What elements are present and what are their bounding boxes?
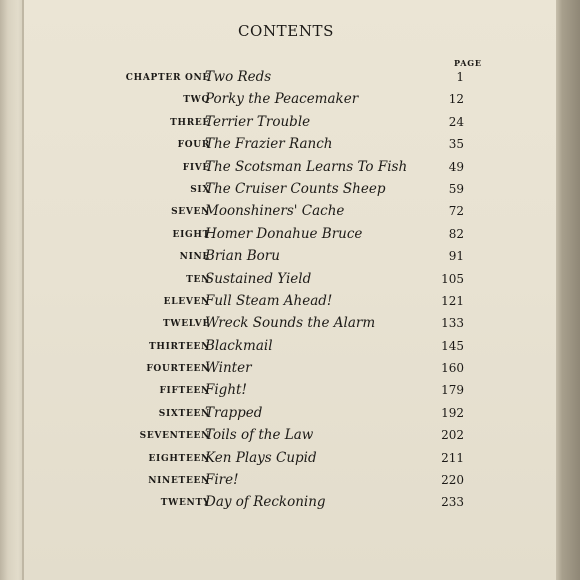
contents-row [24, 226, 564, 248]
contents-row [24, 315, 564, 337]
chapter-title: Fire! [205, 472, 239, 489]
chapter-number: THREE [170, 117, 210, 128]
contents-row [24, 69, 564, 91]
chapter-number: TWO [183, 95, 210, 106]
chapter-page-number: 91 [448, 249, 464, 264]
chapter-number: TEN [186, 274, 210, 285]
contents-row [24, 271, 564, 293]
chapter-page-number: 12 [448, 92, 464, 107]
contents-row [24, 181, 564, 203]
contents-row [24, 203, 564, 225]
chapter-title: The Scotsman Learns To Fish [205, 158, 408, 175]
chapter-title: Full Steam Ahead! [205, 292, 333, 309]
chapter-title: Homer Donahue Bruce [205, 225, 363, 242]
chapter-number: SEVENTEEN [139, 431, 210, 442]
chapter-page-number: 211 [441, 450, 464, 465]
chapter-title: Wreck Sounds the Alarm [205, 315, 376, 332]
contents-row [24, 494, 564, 516]
chapter-number: TWENTY [160, 498, 210, 509]
chapter-title: Ken Plays Cupid [205, 449, 317, 466]
contents-row [24, 159, 564, 181]
chapter-number: FOUR [177, 140, 210, 151]
contents-row [24, 382, 564, 404]
contents-row [24, 91, 564, 113]
chapter-page-number: 35 [448, 137, 464, 152]
chapter-title: Brian Boru [205, 248, 280, 265]
chapter-title: Fight! [205, 382, 247, 399]
chapter-page-number: 145 [441, 338, 464, 353]
chapter-title: The Frazier Ranch [205, 136, 333, 153]
chapter-page-number: 133 [441, 316, 464, 331]
chapter-page-number: 179 [441, 383, 464, 398]
chapter-title: Porky the Peacemaker [205, 91, 359, 108]
contents-row [24, 472, 564, 494]
chapter-number: CHAPTER ONE [125, 73, 210, 83]
contents-row [24, 248, 564, 270]
chapter-page-number: 220 [441, 473, 464, 488]
chapter-page-number: 59 [448, 181, 464, 196]
chapter-title: Toils of the Law [205, 427, 314, 444]
contents-row [24, 114, 564, 136]
chapter-number: NINE [179, 252, 210, 263]
contents-row [24, 338, 564, 360]
chapter-page-number: 72 [448, 204, 464, 219]
chapter-page-number: 233 [441, 495, 464, 510]
chapter-page-number: 49 [448, 159, 464, 174]
chapter-page-number: 160 [441, 361, 464, 376]
chapter-title: Sustained Yield [205, 270, 312, 287]
chapter-page-number: 202 [441, 428, 464, 443]
contents-list [24, 69, 564, 517]
chapter-number: FIVE [182, 162, 210, 173]
left-page-edge [0, 0, 24, 580]
right-page-edge [556, 0, 580, 580]
book-page [24, 0, 564, 580]
contents-title: CONTENTS [237, 22, 335, 40]
chapter-title: Blackmail [205, 337, 273, 354]
chapter-title: Winter [205, 360, 252, 377]
chapter-title: The Cruiser Counts Sheep [205, 180, 386, 197]
chapter-number: SIX [190, 184, 210, 195]
chapter-title: Terrier Trouble [205, 113, 311, 130]
contents-row [24, 136, 564, 158]
contents-row [24, 450, 564, 472]
chapter-page-number: 121 [441, 293, 464, 308]
chapter-page-number: 1 [456, 70, 464, 84]
chapter-number: EIGHTEEN [148, 453, 210, 464]
chapter-page-number: 105 [441, 271, 464, 286]
chapter-number: SEVEN [171, 207, 210, 218]
chapter-page-number: 82 [448, 226, 464, 241]
chapter-title: Day of Reckoning [205, 494, 326, 511]
chapter-number: FIFTEEN [159, 386, 210, 397]
chapter-number: SIXTEEN [158, 408, 210, 419]
chapter-number: EIGHT [172, 229, 210, 240]
chapter-number: NINETEEN [148, 476, 210, 487]
chapter-title: Moonshiners' Cache [205, 203, 345, 220]
contents-row [24, 293, 564, 315]
chapter-title: Two Reds [205, 69, 272, 85]
page-column-header: PAGE [454, 58, 482, 68]
chapter-title: Trapped [205, 404, 263, 421]
chapter-page-number: 192 [441, 405, 464, 420]
chapter-page-number: 24 [448, 114, 464, 129]
contents-row [24, 360, 564, 382]
chapter-number: TWELVE [163, 319, 210, 330]
chapter-number: THIRTEEN [149, 341, 210, 352]
contents-row [24, 405, 564, 427]
chapter-number: FOURTEEN [146, 364, 210, 375]
chapter-number: ELEVEN [163, 296, 210, 307]
contents-row [24, 427, 564, 449]
